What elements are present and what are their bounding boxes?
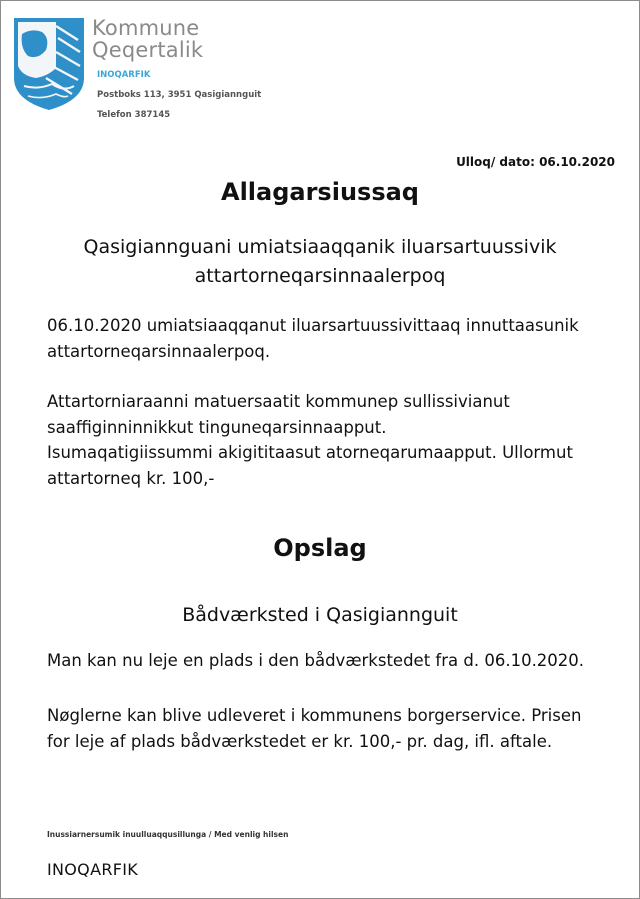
paragraph-line: Nøglerne kan blive udleveret i kommunens borgerservice. Prisen xyxy=(47,706,582,725)
paragraph-line: for leje af plads bådværkstedet er kr. 100,- pr. dag, ifl. aftale. xyxy=(47,731,553,751)
danish-paragraph-2 xyxy=(47,703,627,754)
greenlandic-subtitle-line: Qasigiannguani umiatsiaaqqanik iluarsartuussivik xyxy=(83,236,557,258)
org-name-line2: Qeqertalik xyxy=(92,38,204,62)
paragraph-line: Man kan nu leje en plads i den bådværkstedet fra d. 06.10.2020. xyxy=(47,651,585,670)
postal-address: Postboks 113, 3951 Qasigiannguit xyxy=(97,90,262,100)
greenlandic-paragraph-1 xyxy=(47,313,627,364)
coat-of-arms-logo-icon xyxy=(12,16,86,112)
greenlandic-subtitle-line: attartorneqarsinnaalerpoq xyxy=(194,265,446,287)
danish-title: Opslag xyxy=(273,534,367,562)
department-name: INOQARFIK xyxy=(97,70,151,80)
signature: INOQARFIK xyxy=(47,860,139,879)
closing-greeting: Inussiarnersumik inuulluaqqusillunga / Med venlig hilsen xyxy=(47,830,289,839)
paragraph-line: attartorneq kr. 100,- xyxy=(47,468,215,488)
paragraph-line: 06.10.2020 umiatsiaaqqanut iluarsartuussivittaaq innuttaasunik xyxy=(47,316,579,335)
danish-paragraph-1 xyxy=(47,648,627,674)
greenlandic-title: Allagarsiussaq xyxy=(221,178,419,206)
paragraph-line: saaffiginninnikkut tinguneqarsinnaapput. xyxy=(47,417,387,437)
paragraph-line: attartorneqarsinnaalerpoq. xyxy=(47,341,271,361)
organization-name xyxy=(92,17,203,61)
phone-number: Telefon 387145 xyxy=(97,110,171,120)
greenlandic-subtitle xyxy=(0,233,640,291)
paragraph-line: Attartorniaraanni matuersaatit kommunep sullissivianut xyxy=(47,392,510,411)
document-date: Ulloq/ dato: 06.10.2020 xyxy=(456,155,615,169)
danish-subtitle: Bådværksted i Qasigiannguit xyxy=(182,604,458,626)
org-name-line1: Kommune xyxy=(92,16,200,40)
greenlandic-paragraph-2 xyxy=(47,389,627,491)
paragraph-line: Isumaqatigiissummi akigititaasut atorneqarumaapput. Ullormut xyxy=(47,443,573,462)
